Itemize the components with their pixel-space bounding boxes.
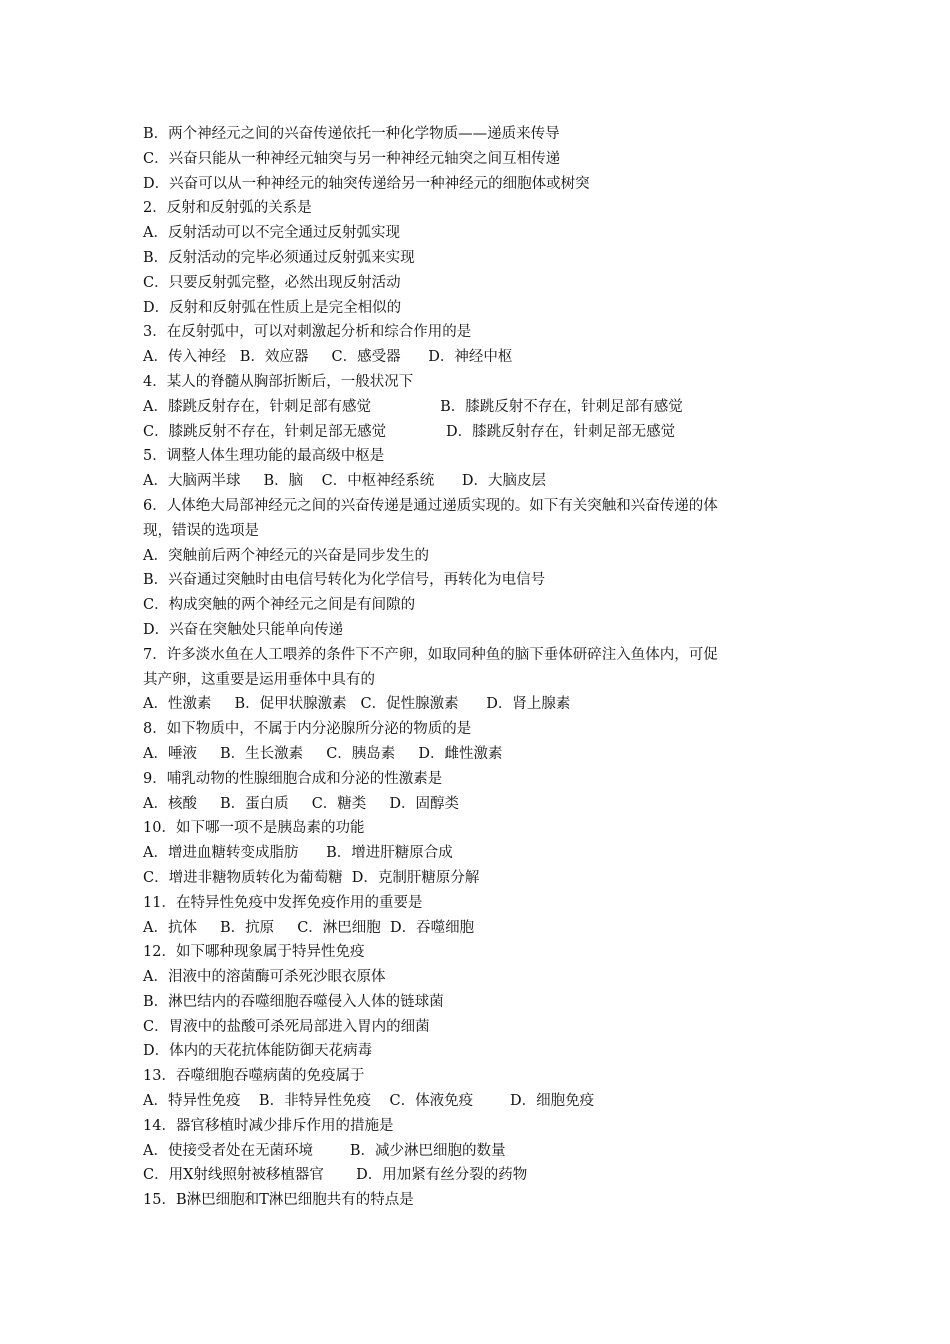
text-line: 7．许多淡水鱼在人工喂养的条件下不产卵，如取同种鱼的脑下垂体研碎注入鱼体内，可促 xyxy=(143,646,718,663)
text-line: B．兴奋通过突触时由电信号转化为化学信号，再转化为电信号 xyxy=(143,572,546,589)
text-line: A．增进血糖转变成脂肪 B．增进肝糖原合成 xyxy=(143,845,453,862)
text-line: C．用X射线照射被移植器官 D．用加紧有丝分裂的药物 xyxy=(143,1167,528,1184)
text-line: C．兴奋只能从一种神经元轴突与另一种神经元轴突之间互相传递 xyxy=(143,150,561,167)
text-line: C．只要反射弧完整，必然出现反射活动 xyxy=(143,274,401,291)
text-line: A．大脑两半球 B．脑 C．中枢神经系统 D．大脑皮层 xyxy=(143,473,546,490)
document-page xyxy=(143,122,823,1213)
text-line: 5．调整人体生理功能的最高级中枢是 xyxy=(143,448,385,465)
text-line: A．膝跳反射存在，针刺足部有感觉 B．膝跳反射不存在，针刺足部有感觉 xyxy=(143,398,683,415)
text-line: A．唾液 B．生长激素 C．胰岛素 D．雌性激素 xyxy=(143,745,503,762)
text-line: A．泪液中的溶菌酶可杀死沙眼衣原体 xyxy=(143,969,386,986)
text-line: 10．如下哪一项不是胰岛素的功能 xyxy=(143,820,365,837)
text-line: A．性激素 B．促甲状腺激素 C．促性腺激素 D．肾上腺素 xyxy=(143,696,571,713)
text-line: 现，错误的选项是 xyxy=(143,522,259,539)
text-line: 11．在特异性免疫中发挥免疫作用的重要是 xyxy=(143,894,423,911)
text-line: 3．在反射弧中，可以对刺激起分析和综合作用的是 xyxy=(143,324,472,341)
text-line: 4．某人的脊髓从胸部折断后，一般状况下 xyxy=(143,373,414,390)
text-line: 2．反射和反射弧的关系是 xyxy=(143,200,312,217)
text-line: A．使接受者处在无菌环境 B．减少淋巴细胞的数量 xyxy=(143,1142,506,1159)
text-line: A．特异性免疫 B．非特异性免疫 C．体液免疫 D．细胞免疫 xyxy=(143,1093,595,1110)
text-line: 12．如下哪种现象属于特异性免疫 xyxy=(143,944,365,961)
text-line: A．核酸 B．蛋白质 C．糖类 D．固醇类 xyxy=(143,795,459,812)
text-line: 6．人体绝大局部神经元之间的兴奋传递是通过递质实现的。如下有关突触和兴奋传递的体 xyxy=(143,497,718,514)
text-line: 9．哺乳动物的性腺细胞合成和分泌的性激素是 xyxy=(143,770,443,787)
text-line: A．突触前后两个神经元的兴奋是同步发生的 xyxy=(143,547,429,564)
text-line: B．反射活动的完毕必须通过反射弧来实现 xyxy=(143,249,415,266)
text-line: C．膝跳反射不存在，针刺足部无感觉 D．膝跳反射存在，针刺足部无感觉 xyxy=(143,423,676,440)
text-line: 15．B淋巴细胞和T淋巴细胞共有的特点是 xyxy=(143,1192,414,1209)
text-line: 14．器官移植时减少排斥作用的措施是 xyxy=(143,1117,394,1134)
text-line: B．两个神经元之间的兴奋传递依托一种化学物质——递质来传导 xyxy=(143,126,560,142)
text-line: A．反射活动可以不完全通过反射弧实现 xyxy=(143,225,400,242)
text-line: 8．如下物质中，不属于内分泌腺所分泌的物质的是 xyxy=(143,721,472,738)
text-line: 13．吞噬细胞吞噬病菌的免疫属于 xyxy=(143,1068,365,1085)
text-line: C．胃液中的盐酸可杀死局部进入胃内的细菌 xyxy=(143,1018,430,1035)
text-line: C．增进非糖物质转化为葡萄糖 D．克制肝糖原分解 xyxy=(143,869,480,886)
text-line: 其产卵，这重要是运用垂体中具有的 xyxy=(143,671,375,688)
text-line: A．抗体 B．抗原 C．淋巴细胞 D．吞噬细胞 xyxy=(143,919,475,936)
text-line: D．反射和反射弧在性质上是完全相似的 xyxy=(143,299,402,316)
text-line: C．构成突触的两个神经元之间是有间隙的 xyxy=(143,597,416,614)
text-line: B．淋巴结内的吞噬细胞吞噬侵入人体的链球菌 xyxy=(143,993,444,1010)
text-line: A．传入神经 B．效应器 C．感受器 D．神经中枢 xyxy=(143,349,513,366)
text-line: D．体内的天花抗体能防御天花病毒 xyxy=(143,1043,373,1060)
text-line: D．兴奋在突触处只能单向传递 xyxy=(143,621,344,638)
text-line: D．兴奋可以从一种神经元的轴突传递给另一种神经元的细胞体或树突 xyxy=(143,175,590,192)
